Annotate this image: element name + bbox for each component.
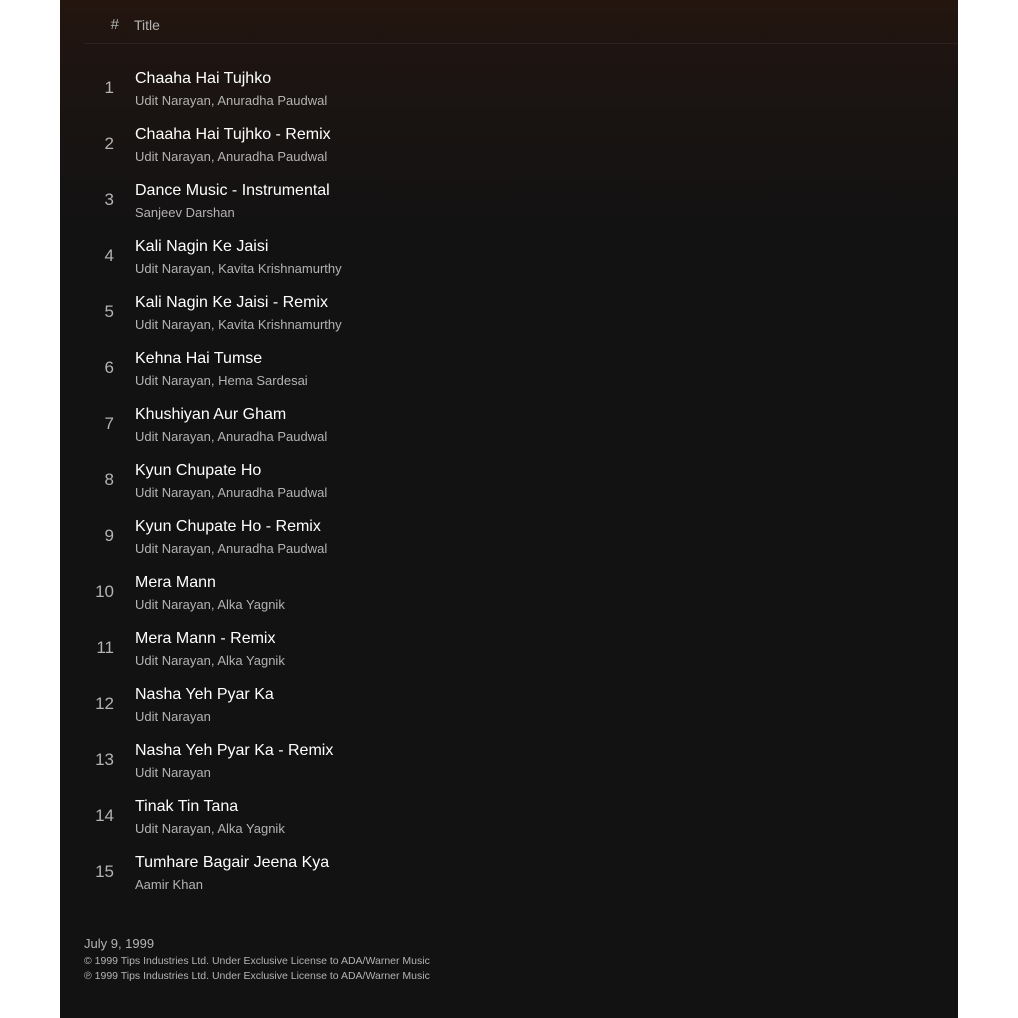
track-row[interactable] [84, 172, 958, 228]
track-number-column-header: # [110, 16, 119, 33]
track-artists[interactable]: Udit Narayan, Anuradha Paudwal [135, 429, 328, 444]
track-title[interactable]: Kyun Chupate Ho [135, 462, 262, 479]
track-title[interactable]: Kali Nagin Ke Jaisi - Remix [135, 294, 328, 311]
track-title[interactable]: Mera Mann - Remix [135, 630, 276, 647]
track-title[interactable]: Tumhare Bagair Jeena Kya [135, 854, 330, 871]
track-title[interactable]: Kyun Chupate Ho - Remix [135, 518, 321, 535]
track-artists[interactable]: Udit Narayan, Anuradha Paudwal [135, 541, 328, 556]
track-title[interactable]: Dance Music - Instrumental [135, 182, 330, 199]
track-number: 11 [96, 638, 114, 657]
track-artists[interactable]: Udit Narayan, Alka Yagnik [135, 821, 285, 836]
track-number: 5 [104, 302, 114, 321]
track-number: 2 [104, 134, 114, 153]
track-artists[interactable]: Udit Narayan [135, 765, 211, 780]
track-number: 15 [95, 862, 114, 881]
track-title[interactable]: Chaaha Hai Tujhko [135, 70, 272, 87]
track-row[interactable] [84, 284, 958, 340]
track-number: 1 [104, 78, 114, 97]
track-number: 4 [104, 246, 114, 265]
track-title[interactable]: Kali Nagin Ke Jaisi [135, 238, 269, 255]
track-artists[interactable]: Udit Narayan, Hema Sardesai [135, 373, 308, 388]
track-number: 14 [95, 806, 114, 825]
track-row[interactable] [84, 508, 958, 564]
track-title[interactable]: Mera Mann [135, 574, 216, 591]
track-row[interactable] [84, 396, 958, 452]
tracklist-panel [60, 0, 958, 1018]
track-artists[interactable]: Aamir Khan [135, 877, 203, 892]
track-row[interactable] [84, 60, 958, 116]
copyright-text: © 1999 Tips Industries Ltd. Under Exclusive License to ADA/Warner Music [84, 955, 430, 967]
track-number: 8 [104, 470, 114, 489]
title-column-header: Title [134, 17, 160, 33]
track-list [84, 60, 958, 900]
phonographic-copyright-text: ℗ 1999 Tips Industries Ltd. Under Exclusive License to ADA/Warner Music [84, 970, 430, 982]
track-artists[interactable]: Sanjeev Darshan [135, 205, 235, 220]
track-row[interactable] [84, 620, 958, 676]
track-title[interactable]: Khushiyan Aur Gham [135, 406, 287, 423]
track-artists[interactable]: Udit Narayan, Anuradha Paudwal [135, 93, 328, 108]
track-artists[interactable]: Udit Narayan, Alka Yagnik [135, 653, 285, 668]
track-title[interactable]: Tinak Tin Tana [135, 798, 239, 815]
track-title[interactable]: Chaaha Hai Tujhko - Remix [135, 126, 331, 143]
track-row[interactable] [84, 844, 958, 900]
track-row[interactable] [84, 228, 958, 284]
track-row[interactable] [84, 564, 958, 620]
track-number: 7 [104, 414, 114, 433]
track-artists[interactable]: Udit Narayan [135, 709, 211, 724]
track-artists[interactable]: Udit Narayan, Kavita Krishnamurthy [135, 317, 342, 332]
track-number: 12 [95, 694, 114, 713]
track-number: 6 [104, 358, 114, 377]
track-artists[interactable]: Udit Narayan, Kavita Krishnamurthy [135, 261, 342, 276]
track-number: 13 [95, 750, 114, 769]
track-artists[interactable]: Udit Narayan, Anuradha Paudwal [135, 485, 328, 500]
track-row[interactable] [84, 676, 958, 732]
track-artists[interactable]: Udit Narayan, Alka Yagnik [135, 597, 285, 612]
track-row[interactable] [84, 788, 958, 844]
track-row[interactable] [84, 452, 958, 508]
tracklist-header [84, 0, 958, 44]
track-number: 10 [95, 582, 114, 601]
release-date: July 9, 1999 [84, 936, 155, 951]
track-title[interactable]: Nasha Yeh Pyar Ka - Remix [135, 742, 334, 759]
track-title[interactable]: Nasha Yeh Pyar Ka [135, 686, 274, 703]
album-footer [84, 936, 430, 984]
track-artists[interactable]: Udit Narayan, Anuradha Paudwal [135, 149, 328, 164]
track-row[interactable] [84, 340, 958, 396]
track-number: 9 [104, 526, 114, 545]
track-number: 3 [104, 190, 114, 209]
track-title[interactable]: Kehna Hai Tumse [135, 350, 263, 367]
track-row[interactable] [84, 732, 958, 788]
track-row[interactable] [84, 116, 958, 172]
